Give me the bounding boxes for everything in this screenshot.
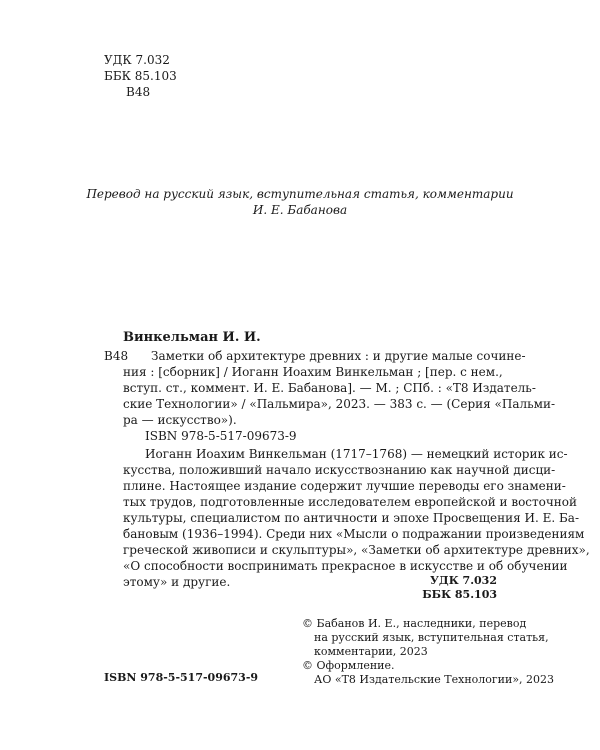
author-mark: В48 [126, 85, 151, 99]
annotation-line: тых трудов, подготовленные исследователем европейской и восточной [123, 495, 578, 509]
copyright-line: © Бабанов И. Е., наследники, перевод [302, 617, 527, 630]
annotation-line: «О способности воспринимать прекрасное в искусстве и об обучении [123, 559, 568, 573]
record-author: Винкельман И. И. [123, 330, 261, 345]
translator-line-2: И. Е. Бабанова [252, 203, 348, 217]
bbk-code: ББК 85.103 [104, 69, 177, 83]
udk-code: УДК 7.032 [430, 574, 497, 587]
udk-block-bottom [422, 574, 497, 602]
record-isbn: ISBN 978-5-517-09673-9 [145, 429, 297, 443]
copyright-line: комментарии, 2023 [314, 645, 428, 658]
udk-code: УДК 7.032 [104, 53, 170, 67]
annotation-line: бановым (1936–1994). Среди них «Мысли о подражании произведениям [123, 527, 585, 541]
bibliographic-record [123, 348, 556, 428]
annotation-line: этому» и другие. [123, 575, 231, 589]
copyright-block [302, 617, 554, 687]
annotation-line: кусства, положивший начало искусствознанию как научной дисци- [123, 463, 556, 477]
isbn-bottom: ISBN 978-5-517-09673-9 [104, 671, 259, 684]
udk-block-top [104, 52, 177, 100]
translator-line-1: Перевод на русский язык, вступительная статья, комментарии [86, 187, 514, 201]
record-line: ра — искусство»). [123, 413, 237, 427]
record-line: вступ. ст., коммент. И. Е. Бабанова]. — М. ; СПб. : «Т8 Издатель- [123, 381, 536, 395]
annotation-line: Иоганн Иоахим Винкельман (1717–1768) — немецкий историк ис- [145, 447, 568, 461]
translator-credit [60, 186, 540, 218]
annotation-line: плине. Настоящее издание содержит лучшие переводы его знамени- [123, 479, 566, 493]
copyright-line: © Оформление. [302, 659, 395, 672]
copyright-line: на русский язык, вступительная статья, [314, 631, 549, 644]
copyright-line: АО «Т8 Издательские Технологии», 2023 [314, 673, 555, 686]
bbk-code: ББК 85.103 [422, 588, 497, 601]
annotation-line: греческой живописи и скульптуры», «Заметки об архитектуре древних», [123, 543, 590, 557]
record-line: ские Технологии» / «Пальмира», 2023. — 383 с. — (Серия «Пальми- [123, 397, 556, 411]
annotation-line: культуры, специалистом по античности и эпохе Просвещения И. Е. Ба- [123, 511, 580, 525]
record-line: Заметки об архитектуре древних : и другие малые сочине- [151, 349, 526, 363]
annotation [123, 446, 590, 590]
record-line: ния : [сборник] / Иоганн Иоахим Винкельман ; [пер. с нем., [123, 365, 503, 379]
record-author-mark: В48 [104, 349, 129, 363]
